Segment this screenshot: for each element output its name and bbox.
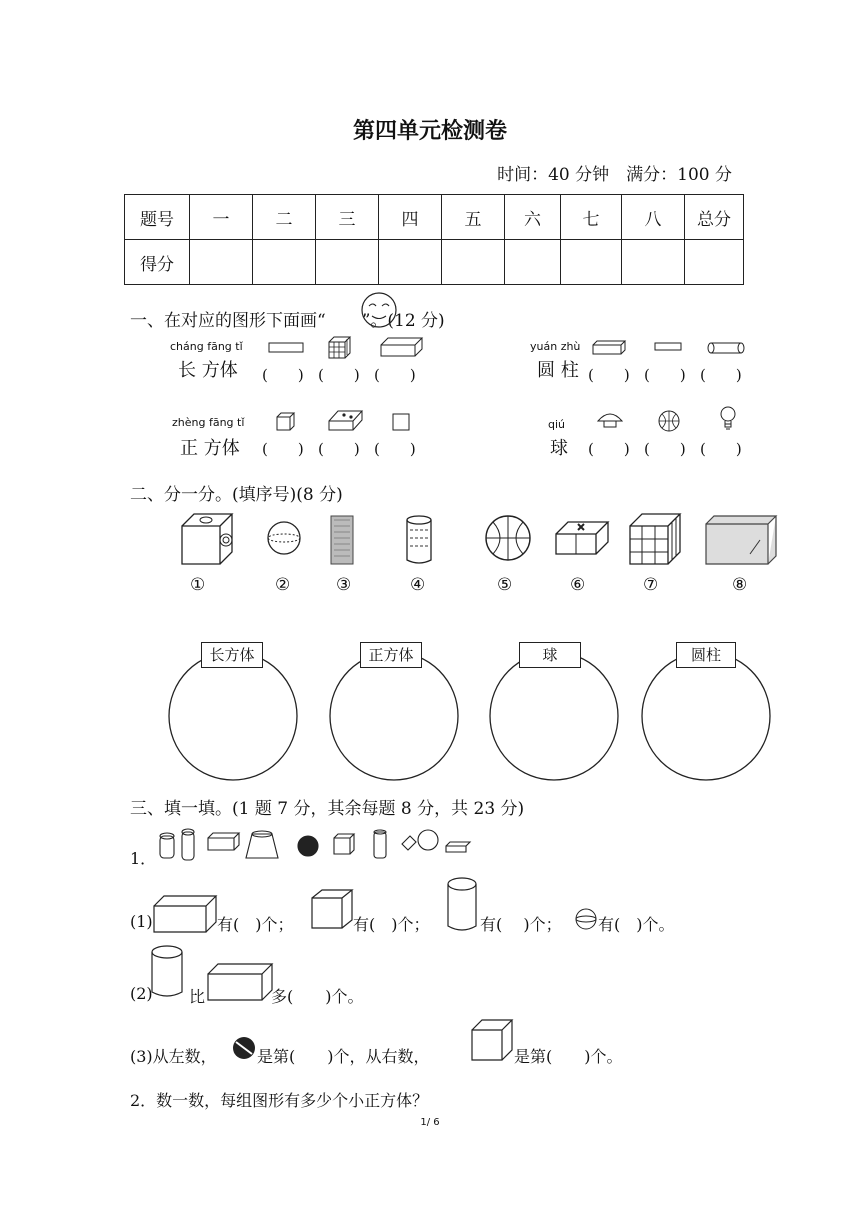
shape-category-label: 长 方体 <box>178 360 238 381</box>
score-header-cell: 四 <box>379 195 442 240</box>
fill-blank-text: 比 <box>189 987 206 1006</box>
score-cell[interactable] <box>442 240 505 285</box>
item-number: ③ <box>336 575 352 595</box>
brick-icon <box>380 337 426 359</box>
section3-heading: 三、填一填。(1 题 7 分，其余每题 8 分，共 23 分) <box>130 799 525 819</box>
cylinder-icon <box>150 944 186 1002</box>
item-number: ⑥ <box>570 575 586 595</box>
answer-blank[interactable]: ( ) <box>374 440 416 458</box>
sort-circle-sphere[interactable] <box>489 648 621 784</box>
subquestion-label: (2) <box>130 984 153 1003</box>
score-header-cell: 六 <box>505 195 561 240</box>
page-title: 第四单元检测卷 <box>352 119 507 144</box>
rubik-cube-icon <box>628 512 686 566</box>
cube-icon <box>310 888 354 932</box>
pinyin-label: yuán zhù <box>530 340 581 353</box>
fill-blank-text[interactable]: 是第( )个。 <box>514 1047 623 1066</box>
subquestion-label: (3)从左数， <box>130 1047 217 1066</box>
score-row-label: 得分 <box>125 240 190 285</box>
score-cell[interactable] <box>505 240 561 285</box>
cube-icon <box>470 1018 516 1062</box>
shape-sequence-row <box>158 826 478 864</box>
item-number: ① <box>190 575 206 595</box>
score-cell[interactable] <box>622 240 685 285</box>
gift-box-icon <box>554 520 610 558</box>
dice-icon <box>327 409 365 433</box>
score-header-row <box>125 195 744 240</box>
item-number: ⑧ <box>732 575 748 595</box>
score-header-cell: 二 <box>253 195 316 240</box>
shape-category-label: 球 <box>550 438 568 459</box>
tin-can-icon <box>404 514 436 566</box>
square-icon <box>392 413 412 433</box>
section1-heading-post: ”。(12 分) <box>361 311 445 331</box>
score-table <box>124 194 744 285</box>
shape-category-label: 正 方体 <box>180 438 240 459</box>
answer-blank[interactable]: ( ) <box>262 440 304 458</box>
cuboid-flat-icon <box>268 341 308 355</box>
answer-blank[interactable]: ( ) <box>700 366 742 384</box>
score-cell[interactable] <box>253 240 316 285</box>
subquestion-label: (1) <box>130 912 153 931</box>
item-number: ⑤ <box>497 575 513 595</box>
cylinder-icon <box>446 876 480 934</box>
answer-blank[interactable]: ( ) <box>262 366 304 384</box>
circle-label: 圆柱 <box>676 642 736 668</box>
score-cell[interactable] <box>379 240 442 285</box>
small-cube-icon <box>275 411 297 433</box>
section1-heading-pre: 一、在对应的图形下面画“ <box>130 311 326 331</box>
score-cell[interactable] <box>561 240 622 285</box>
sort-circle-cube[interactable] <box>329 648 461 784</box>
answer-blank[interactable]: ( ) <box>644 366 686 384</box>
score-header-cell: 一 <box>190 195 253 240</box>
score-header-cell: 七 <box>561 195 622 240</box>
circle-label: 球 <box>519 642 581 668</box>
smiley-face-icon <box>360 292 404 328</box>
sphere-icon <box>575 908 599 932</box>
sort-circle-cuboid[interactable] <box>168 648 300 784</box>
fill-blank-text[interactable]: 有( )个。 <box>598 915 675 934</box>
score-cell[interactable] <box>190 240 253 285</box>
score-header-cell: 题号 <box>125 195 190 240</box>
rubik-cube-icon <box>327 336 355 360</box>
cube-with-circles-icon <box>180 512 234 568</box>
ball-icon <box>232 1036 258 1062</box>
score-row <box>125 240 744 285</box>
sphere-icon <box>266 520 306 560</box>
score-header-cell: 三 <box>316 195 379 240</box>
flat-rectangle-icon <box>654 342 684 354</box>
question-2: 2．数一数，每组图形有多少个小正方体？ <box>130 1091 429 1110</box>
pinyin-label: zhèng fāng tǐ <box>172 416 245 429</box>
score-cell[interactable] <box>685 240 744 285</box>
pipe-icon <box>707 341 749 355</box>
answer-blank[interactable]: ( ) <box>588 366 630 384</box>
question-number: 1． <box>130 849 157 868</box>
fill-blank-text[interactable]: 有( )个； <box>217 915 294 934</box>
box-icon <box>592 340 628 356</box>
fill-blank-text[interactable]: 多( )个。 <box>271 987 364 1006</box>
score-header-cell: 八 <box>622 195 685 240</box>
answer-blank[interactable]: ( ) <box>318 366 360 384</box>
fill-blank-text[interactable]: 有( )个； <box>353 915 430 934</box>
light-bulb-icon <box>718 404 738 434</box>
answer-blank[interactable]: ( ) <box>318 440 360 458</box>
page-number: 1/ 6 <box>420 1117 440 1128</box>
section2-heading: 二、分一分。(填序号)(8 分) <box>130 485 343 505</box>
shape-category-label: 圆 柱 <box>537 360 579 381</box>
basketball-icon <box>657 409 681 433</box>
answer-blank[interactable]: ( ) <box>644 440 686 458</box>
fill-blank-text[interactable]: 有( )个； <box>480 915 562 934</box>
item-number: ② <box>275 575 291 595</box>
cuboid-icon <box>152 894 218 934</box>
item-number: ⑦ <box>643 575 659 595</box>
fill-blank-text[interactable]: 是第( )个，从右数， <box>257 1047 430 1066</box>
score-cell[interactable] <box>316 240 379 285</box>
basketball-icon <box>484 514 534 564</box>
sort-circle-cylinder[interactable] <box>641 648 773 784</box>
exam-meta: 时间：40 分钟 满分：100 分 <box>497 165 732 185</box>
answer-blank[interactable]: ( ) <box>700 440 742 458</box>
score-header-cell: 总分 <box>685 195 744 240</box>
circle-label: 长方体 <box>201 642 263 668</box>
circle-label: 正方体 <box>360 642 422 668</box>
pinyin-label: qiú <box>548 418 566 431</box>
textured-box-icon <box>704 514 778 566</box>
item-number: ④ <box>410 575 426 595</box>
answer-blank[interactable]: ( ) <box>374 366 416 384</box>
score-header-cell: 五 <box>442 195 505 240</box>
mushroom-lid-icon <box>596 411 626 433</box>
cuboid-icon <box>206 962 274 1002</box>
pinyin-label: cháng fāng tǐ <box>170 340 243 353</box>
textured-cylinder-icon <box>328 514 358 566</box>
answer-blank[interactable]: ( ) <box>588 440 630 458</box>
